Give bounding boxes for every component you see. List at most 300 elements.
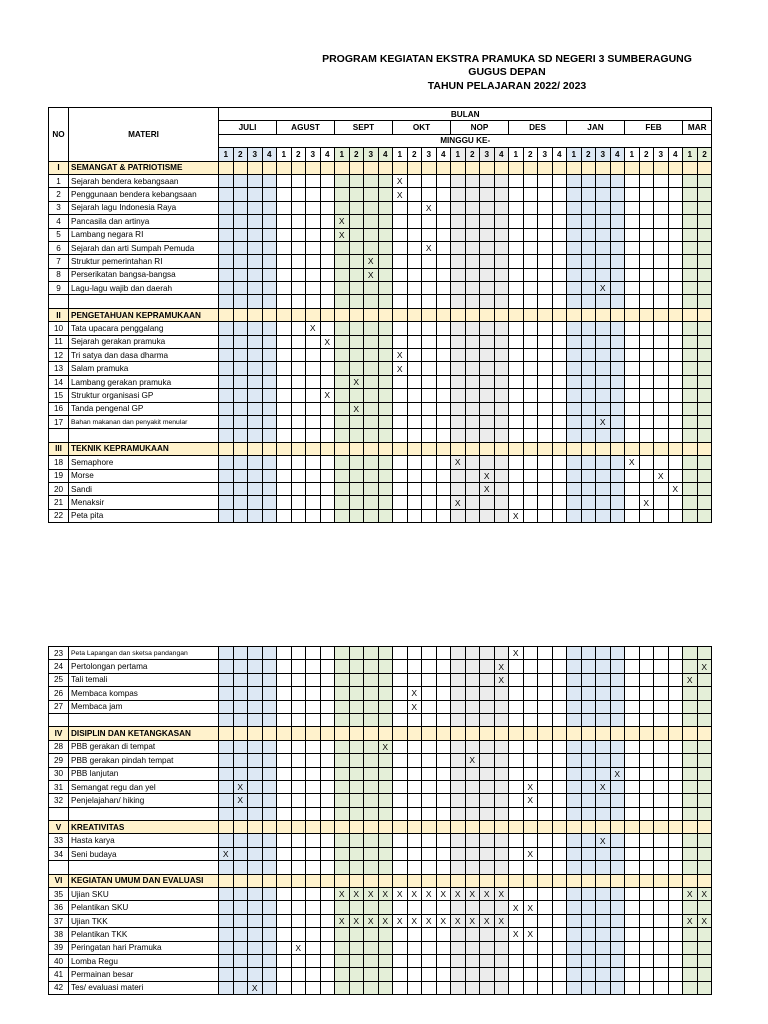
week-cell [596,847,611,860]
week-cell [697,295,712,308]
week-cell [552,700,567,713]
week-cell [378,228,393,241]
week-cell [625,429,640,442]
week-cell [625,362,640,375]
week-cell [523,874,538,887]
week-cell [465,362,480,375]
week-cell [654,780,669,793]
week-cell [364,442,379,455]
week-cell [639,767,654,780]
week-cell [422,215,437,228]
week-cell [625,794,640,807]
week-cell [306,308,321,321]
week-cell [567,268,582,281]
week-cell [364,469,379,482]
item-number: 29 [49,754,69,767]
week-cell [320,928,335,941]
week-cell [509,821,524,834]
week-cell [335,861,350,874]
week-cell [451,754,466,767]
week-cell [436,241,451,254]
week-cell [668,295,683,308]
week-cell [465,928,480,941]
week-cell [523,981,538,994]
week-cell [480,362,495,375]
week-cell [320,847,335,860]
week-cell [233,268,248,281]
week-cell [306,954,321,967]
week-cell [610,322,625,335]
week-cell [393,981,408,994]
week-cell [364,807,379,820]
week-cell [248,295,263,308]
week-cell [538,308,553,321]
section-title: SEMANGAT & PATRIOTISME [69,161,219,174]
week-cell [538,713,553,726]
week-cell [610,496,625,509]
week-cell [494,201,509,214]
week-cell [465,509,480,522]
week-cell [480,834,495,847]
week-cell [306,375,321,388]
week-cell [248,228,263,241]
schedule-mark: X [393,362,408,375]
week-cell [581,888,596,901]
week-cell [248,456,263,469]
week-cell [581,402,596,415]
week-cell [349,968,364,981]
week-cell [320,647,335,660]
week-cell [378,496,393,509]
week-cell [480,442,495,455]
week-cell [291,188,306,201]
week-cell [248,647,263,660]
week-cell [349,687,364,700]
week-cell [639,700,654,713]
schedule-mark: X [451,914,466,927]
week-cell [567,687,582,700]
week-cell [219,660,234,673]
week-cell [320,780,335,793]
schedule-mark: X [596,780,611,793]
week-cell [451,201,466,214]
week-cell [291,228,306,241]
schedule-mark: X [364,255,379,268]
week-cell [219,981,234,994]
week-cell [509,807,524,820]
week-cell [436,255,451,268]
week-cell [335,660,350,673]
week-cell [306,496,321,509]
week-cell [523,375,538,388]
week-cell [668,647,683,660]
week-cell [320,794,335,807]
section-row [49,727,712,740]
week-cell [494,874,509,887]
week-cell [538,888,553,901]
week-cell [262,469,277,482]
week-cell [291,509,306,522]
week-cell [436,713,451,726]
week-cell [277,794,292,807]
week-cell [697,282,712,295]
week-cell [436,767,451,780]
week-cell [407,740,422,753]
week-cell [378,442,393,455]
week-cell [567,821,582,834]
week-cell [683,780,698,793]
week-cell [538,161,553,174]
table-row [49,780,712,793]
week-cell [422,188,437,201]
week-cell [480,767,495,780]
week-cell [494,228,509,241]
week-cell [610,389,625,402]
week-cell [538,469,553,482]
week-cell [596,687,611,700]
week-cell [596,335,611,348]
week-cell [509,402,524,415]
week-cell [683,660,698,673]
blank-row [49,295,712,308]
no-cell [49,807,69,820]
week-cell [523,834,538,847]
week-cell [407,821,422,834]
week-cell [349,727,364,740]
week-cell [291,660,306,673]
week-cell [436,780,451,793]
week-cell [262,954,277,967]
week-cell [654,201,669,214]
week-cell [364,496,379,509]
week-cell [291,821,306,834]
schedule-mark: X [465,888,480,901]
week-cell [596,807,611,820]
week-cell [233,874,248,887]
week-cell [451,807,466,820]
schedule-mark: X [422,201,437,214]
week-cell [277,700,292,713]
schedule-mark: X [480,482,495,495]
week-cell [248,509,263,522]
item-materi: Semaphore [69,456,219,469]
week-cell [248,496,263,509]
week-cell [277,673,292,686]
week-cell [436,660,451,673]
week-cell [639,807,654,820]
week-cell [364,389,379,402]
week-cell [523,295,538,308]
week-cell [683,415,698,428]
week-cell [552,161,567,174]
week-cell [407,429,422,442]
week-cell [697,442,712,455]
item-number: 38 [49,928,69,941]
week-cell [436,482,451,495]
week-cell [378,509,393,522]
week-cell [639,713,654,726]
week-cell [407,389,422,402]
week-cell [509,215,524,228]
item-number: 2 [49,188,69,201]
week-cell [219,322,234,335]
week-cell [393,509,408,522]
week-cell [248,241,263,254]
table-row [49,767,712,780]
week-cell [581,415,596,428]
week-cell [625,673,640,686]
week-cell [494,700,509,713]
schedule-mark: X [494,888,509,901]
week-cell [451,673,466,686]
week-cell [596,888,611,901]
table-row [49,375,712,388]
week-cell [291,241,306,254]
week-cell [306,429,321,442]
week-cell [291,968,306,981]
week-cell [364,647,379,660]
table-row [49,740,712,753]
week-cell [509,847,524,860]
week-cell [596,981,611,994]
schedule-mark: X [683,888,698,901]
week-cell [320,901,335,914]
week-cell [567,713,582,726]
week-cell [407,282,422,295]
item-materi: Tes/ evaluasi materi [69,981,219,994]
week-cell [233,660,248,673]
schedule-mark: X [480,914,495,927]
week-cell [610,268,625,281]
week-number: 4 [494,148,509,161]
week-cell [306,509,321,522]
week-cell [552,295,567,308]
week-cell [654,215,669,228]
week-cell [509,496,524,509]
week-cell [654,228,669,241]
week-cell [567,861,582,874]
week-cell [291,807,306,820]
week-cell [248,660,263,673]
week-cell [480,713,495,726]
week-cell [668,901,683,914]
week-cell [523,429,538,442]
week-cell [262,914,277,927]
week-cell [291,874,306,887]
week-cell [378,821,393,834]
week-cell [277,874,292,887]
week-cell [639,794,654,807]
section-number: I [49,161,69,174]
week-cell [654,482,669,495]
materi-column-header: MATERI [69,108,219,162]
week-cell [654,754,669,767]
week-cell [277,647,292,660]
item-number: 18 [49,456,69,469]
week-cell [248,874,263,887]
week-cell [683,469,698,482]
week-cell [219,821,234,834]
week-cell [596,188,611,201]
week-cell [219,700,234,713]
item-number: 41 [49,968,69,981]
week-cell [509,794,524,807]
week-cell [639,847,654,860]
week-cell [683,821,698,834]
table-row [49,888,712,901]
week-cell [625,740,640,753]
week-cell [668,847,683,860]
week-cell [320,188,335,201]
week-cell [277,888,292,901]
week-cell [291,928,306,941]
week-cell [364,847,379,860]
week-cell [538,509,553,522]
week-cell [639,821,654,834]
week-cell [567,469,582,482]
week-cell [654,981,669,994]
week-cell [248,402,263,415]
week-cell [625,174,640,187]
week-cell [248,482,263,495]
week-cell [248,888,263,901]
week-cell [668,794,683,807]
week-cell [364,228,379,241]
week-cell [552,482,567,495]
week-cell [277,188,292,201]
week-cell [654,282,669,295]
week-cell [277,255,292,268]
schedule-mark: X [610,767,625,780]
week-cell [422,713,437,726]
week-number: 4 [262,148,277,161]
week-cell [291,255,306,268]
item-number: 12 [49,349,69,362]
week-cell [625,215,640,228]
item-materi: Pelantikan SKU [69,901,219,914]
week-cell [538,780,553,793]
week-cell [538,821,553,834]
week-cell [422,282,437,295]
week-cell [378,429,393,442]
table-row [49,335,712,348]
week-cell [320,174,335,187]
week-cell [610,754,625,767]
week-cell [465,308,480,321]
week-cell [393,941,408,954]
week-cell [335,647,350,660]
week-cell [407,201,422,214]
item-number: 39 [49,941,69,954]
week-cell [596,509,611,522]
week-cell [494,188,509,201]
week-cell [610,174,625,187]
week-cell [610,968,625,981]
week-cell [248,968,263,981]
week-cell [639,174,654,187]
week-cell [552,847,567,860]
week-cell [552,834,567,847]
week-cell [277,201,292,214]
week-cell [277,941,292,954]
week-cell [625,375,640,388]
week-cell [668,700,683,713]
week-cell [407,375,422,388]
month-header: JAN [567,121,625,134]
week-cell [320,807,335,820]
week-cell [262,888,277,901]
week-number: 4 [668,148,683,161]
week-cell [567,754,582,767]
item-materi: Salam pramuka [69,362,219,375]
table-row [49,255,712,268]
week-cell [639,215,654,228]
week-cell [509,375,524,388]
week-cell [625,981,640,994]
week-cell [668,228,683,241]
week-cell [422,429,437,442]
week-cell [683,402,698,415]
week-cell [393,821,408,834]
week-cell [393,496,408,509]
week-cell [349,282,364,295]
schedule-mark: X [233,780,248,793]
section-row [49,442,712,455]
week-cell [654,740,669,753]
week-cell [480,700,495,713]
week-cell [262,255,277,268]
week-cell [465,161,480,174]
week-cell [422,174,437,187]
week-cell [552,496,567,509]
table-row [49,981,712,994]
week-cell [625,201,640,214]
week-cell [335,295,350,308]
week-cell [320,914,335,927]
week-cell [465,647,480,660]
week-cell [378,295,393,308]
week-cell [219,389,234,402]
week-cell [538,349,553,362]
week-cell [262,482,277,495]
schedule-mark: X [523,780,538,793]
week-cell [262,834,277,847]
week-cell [668,928,683,941]
week-cell [538,322,553,335]
week-cell [306,928,321,941]
week-cell [596,469,611,482]
week-cell [639,928,654,941]
week-cell [364,700,379,713]
week-cell [567,362,582,375]
week-cell [306,673,321,686]
week-cell [422,968,437,981]
week-cell [219,740,234,753]
week-cell [581,861,596,874]
week-cell [349,442,364,455]
week-cell [277,268,292,281]
week-cell [465,469,480,482]
week-cell [494,928,509,941]
week-cell [697,941,712,954]
week-cell [364,981,379,994]
week-cell [248,941,263,954]
week-cell [277,861,292,874]
week-cell [335,322,350,335]
week-cell [219,754,234,767]
week-cell [480,335,495,348]
week-cell [465,282,480,295]
